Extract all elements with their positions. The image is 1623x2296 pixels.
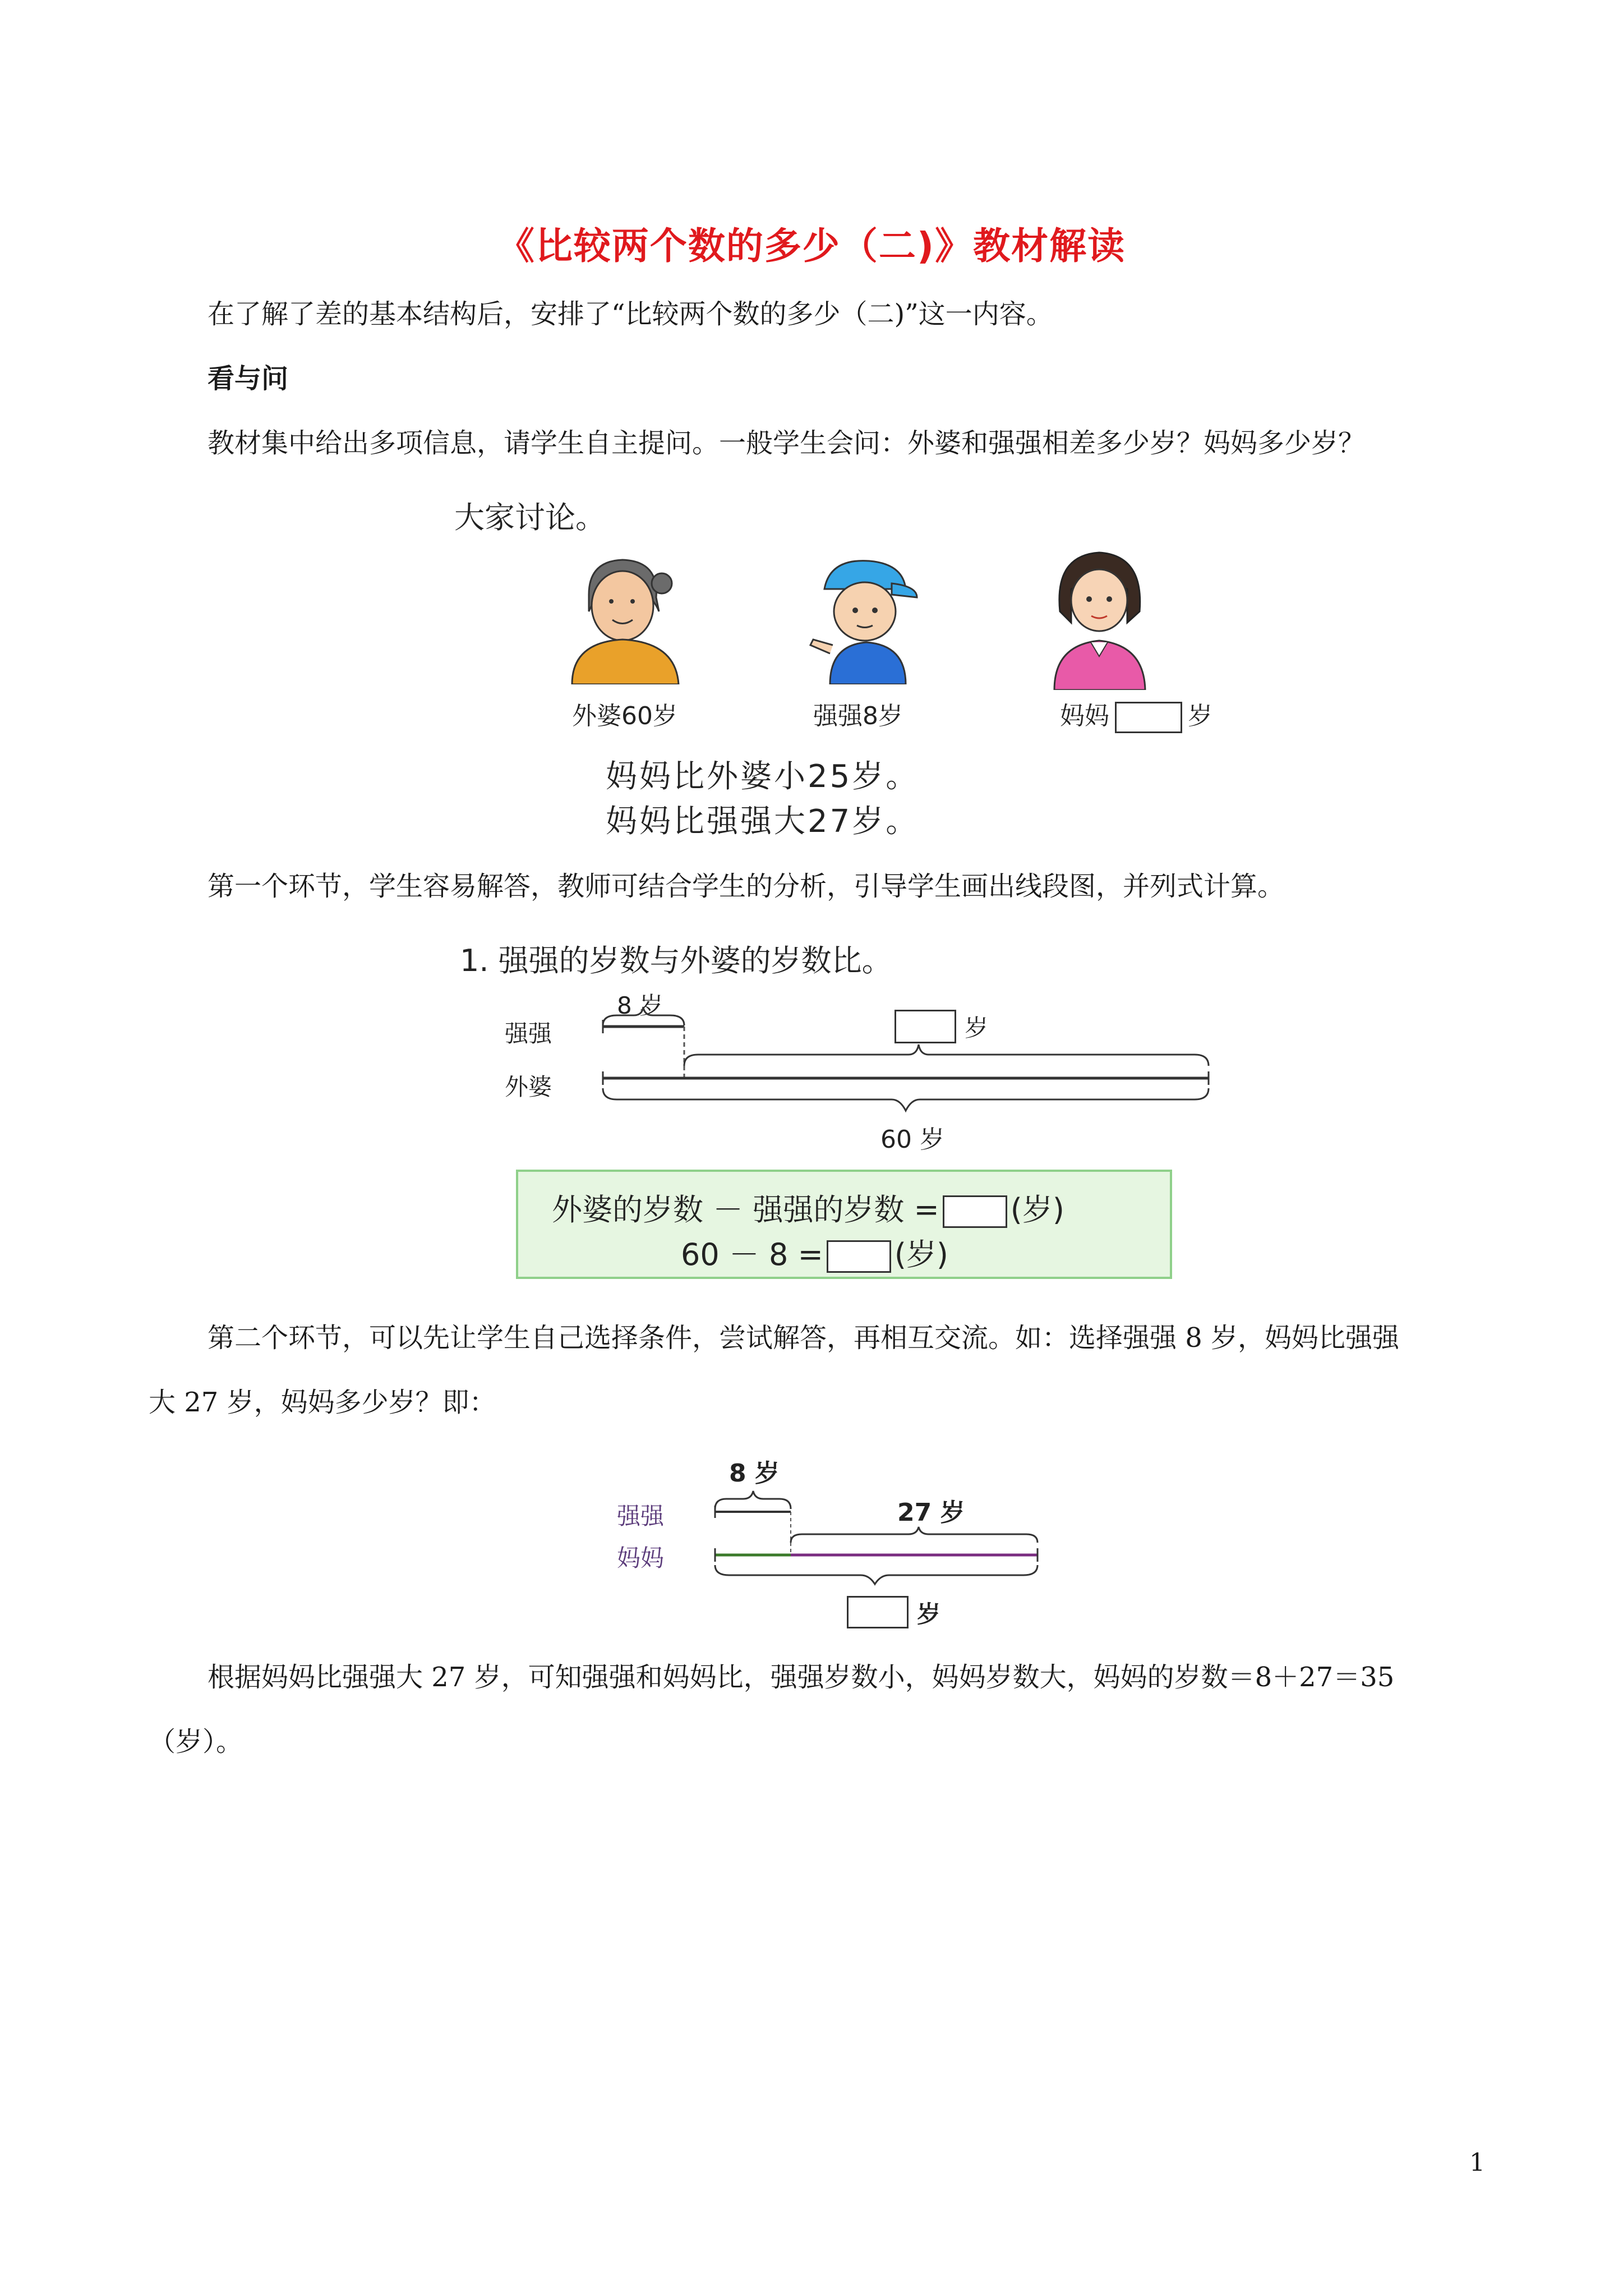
paragraph-1: 教材集中给出多项信息，请学生自主提问。一般学生会问：外婆和强强相差多少岁？妈妈多少岁？ — [208, 427, 1366, 459]
figure2-unknown-blank — [895, 1010, 956, 1043]
mama-illustration — [1043, 544, 1155, 690]
equation-1-blank — [943, 1195, 1007, 1228]
paragraph-4-line-1: 根据妈妈比强强大 27 岁，可知强强和妈妈比，强强岁数小，妈妈岁数大，妈妈的岁数＝8＋27＝35 — [208, 1662, 1395, 1693]
figure3-diff: 27 岁 — [897, 1498, 965, 1527]
paragraph-3-line-2: 大 27 岁，妈妈多少岁？即： — [149, 1387, 496, 1418]
figure2-label-qiangqiang: 强强 — [505, 1020, 552, 1047]
page-title: 《比较两个数的多少（二)》教材解读 — [497, 224, 1126, 268]
figure3-label-qiangqiang: 强强 — [617, 1502, 665, 1530]
figure2-equation-box — [516, 1170, 1172, 1279]
figure3-label-mama: 妈妈 — [617, 1544, 665, 1572]
figure3-qiangqiang-age: 8 岁 — [729, 1459, 780, 1488]
figure3-segment-diagram — [617, 1447, 1066, 1638]
equation-2-unit: (岁) — [894, 1237, 948, 1272]
figure2-total: 60 岁 — [880, 1125, 944, 1154]
qiangqiang-illustration — [808, 555, 920, 684]
intro-paragraph: 在了解了差的基本结构后，安排了“比较两个数的多少（二)”这一内容。 — [208, 298, 1053, 330]
paragraph-3-line-1: 第二个环节，可以先让学生自己选择条件，尝试解答，再相互交流。如：选择强强 8 岁，妈妈比强强 — [208, 1322, 1400, 1354]
page-number: 1 — [1469, 2148, 1485, 2177]
qiangqiang-label: 强强8岁 — [813, 702, 903, 730]
equation-2-blank — [827, 1240, 891, 1273]
grandma-illustration — [566, 550, 695, 684]
equation-2 — [681, 1231, 948, 1274]
mama-label-pre: 妈妈 — [1060, 702, 1109, 730]
mama-age-blank — [1115, 702, 1182, 733]
figure-discussion — [449, 488, 1234, 847]
figure-line-segment-1 — [449, 931, 1234, 1279]
figure-line-segment-2 — [617, 1447, 1066, 1638]
figure2-qiangqiang-age: 8 岁 — [617, 992, 663, 1019]
figure2-segment-diagram — [449, 931, 1234, 1156]
figure2-label-waipo: 外婆 — [505, 1073, 552, 1101]
section-heading: 看与问 — [208, 363, 289, 394]
figure3-unknown-unit: 岁 — [917, 1600, 941, 1628]
equation-1-unit: (岁) — [1010, 1192, 1064, 1227]
figure2-heading: 1. 强强的岁数与外婆的岁数比。 — [460, 943, 892, 978]
figure2-unknown-unit: 岁 — [965, 1014, 989, 1042]
paragraph-2: 第一个环节，学生容易解答，教师可结合学生的分析，引导学生画出线段图，并列式计算。 — [208, 871, 1285, 902]
paragraph-4-line-2: （岁）。 — [149, 1726, 243, 1757]
figure-discussion-heading: 大家讨论。 — [454, 500, 606, 535]
mama-label-post: 岁 — [1188, 702, 1212, 730]
equation-2-text: 60 － 8 = — [681, 1237, 823, 1272]
grandma-label: 外婆60岁 — [572, 702, 677, 730]
fact-2: 妈妈比强强大27岁。 — [606, 803, 920, 840]
equation-1-text: 外婆的岁数 － 强强的岁数 = — [552, 1192, 939, 1227]
mama-label — [1060, 696, 1212, 733]
fact-1: 妈妈比外婆小25岁。 — [606, 758, 920, 795]
equation-1 — [552, 1186, 1064, 1229]
figure3-unknown-blank — [847, 1596, 909, 1628]
